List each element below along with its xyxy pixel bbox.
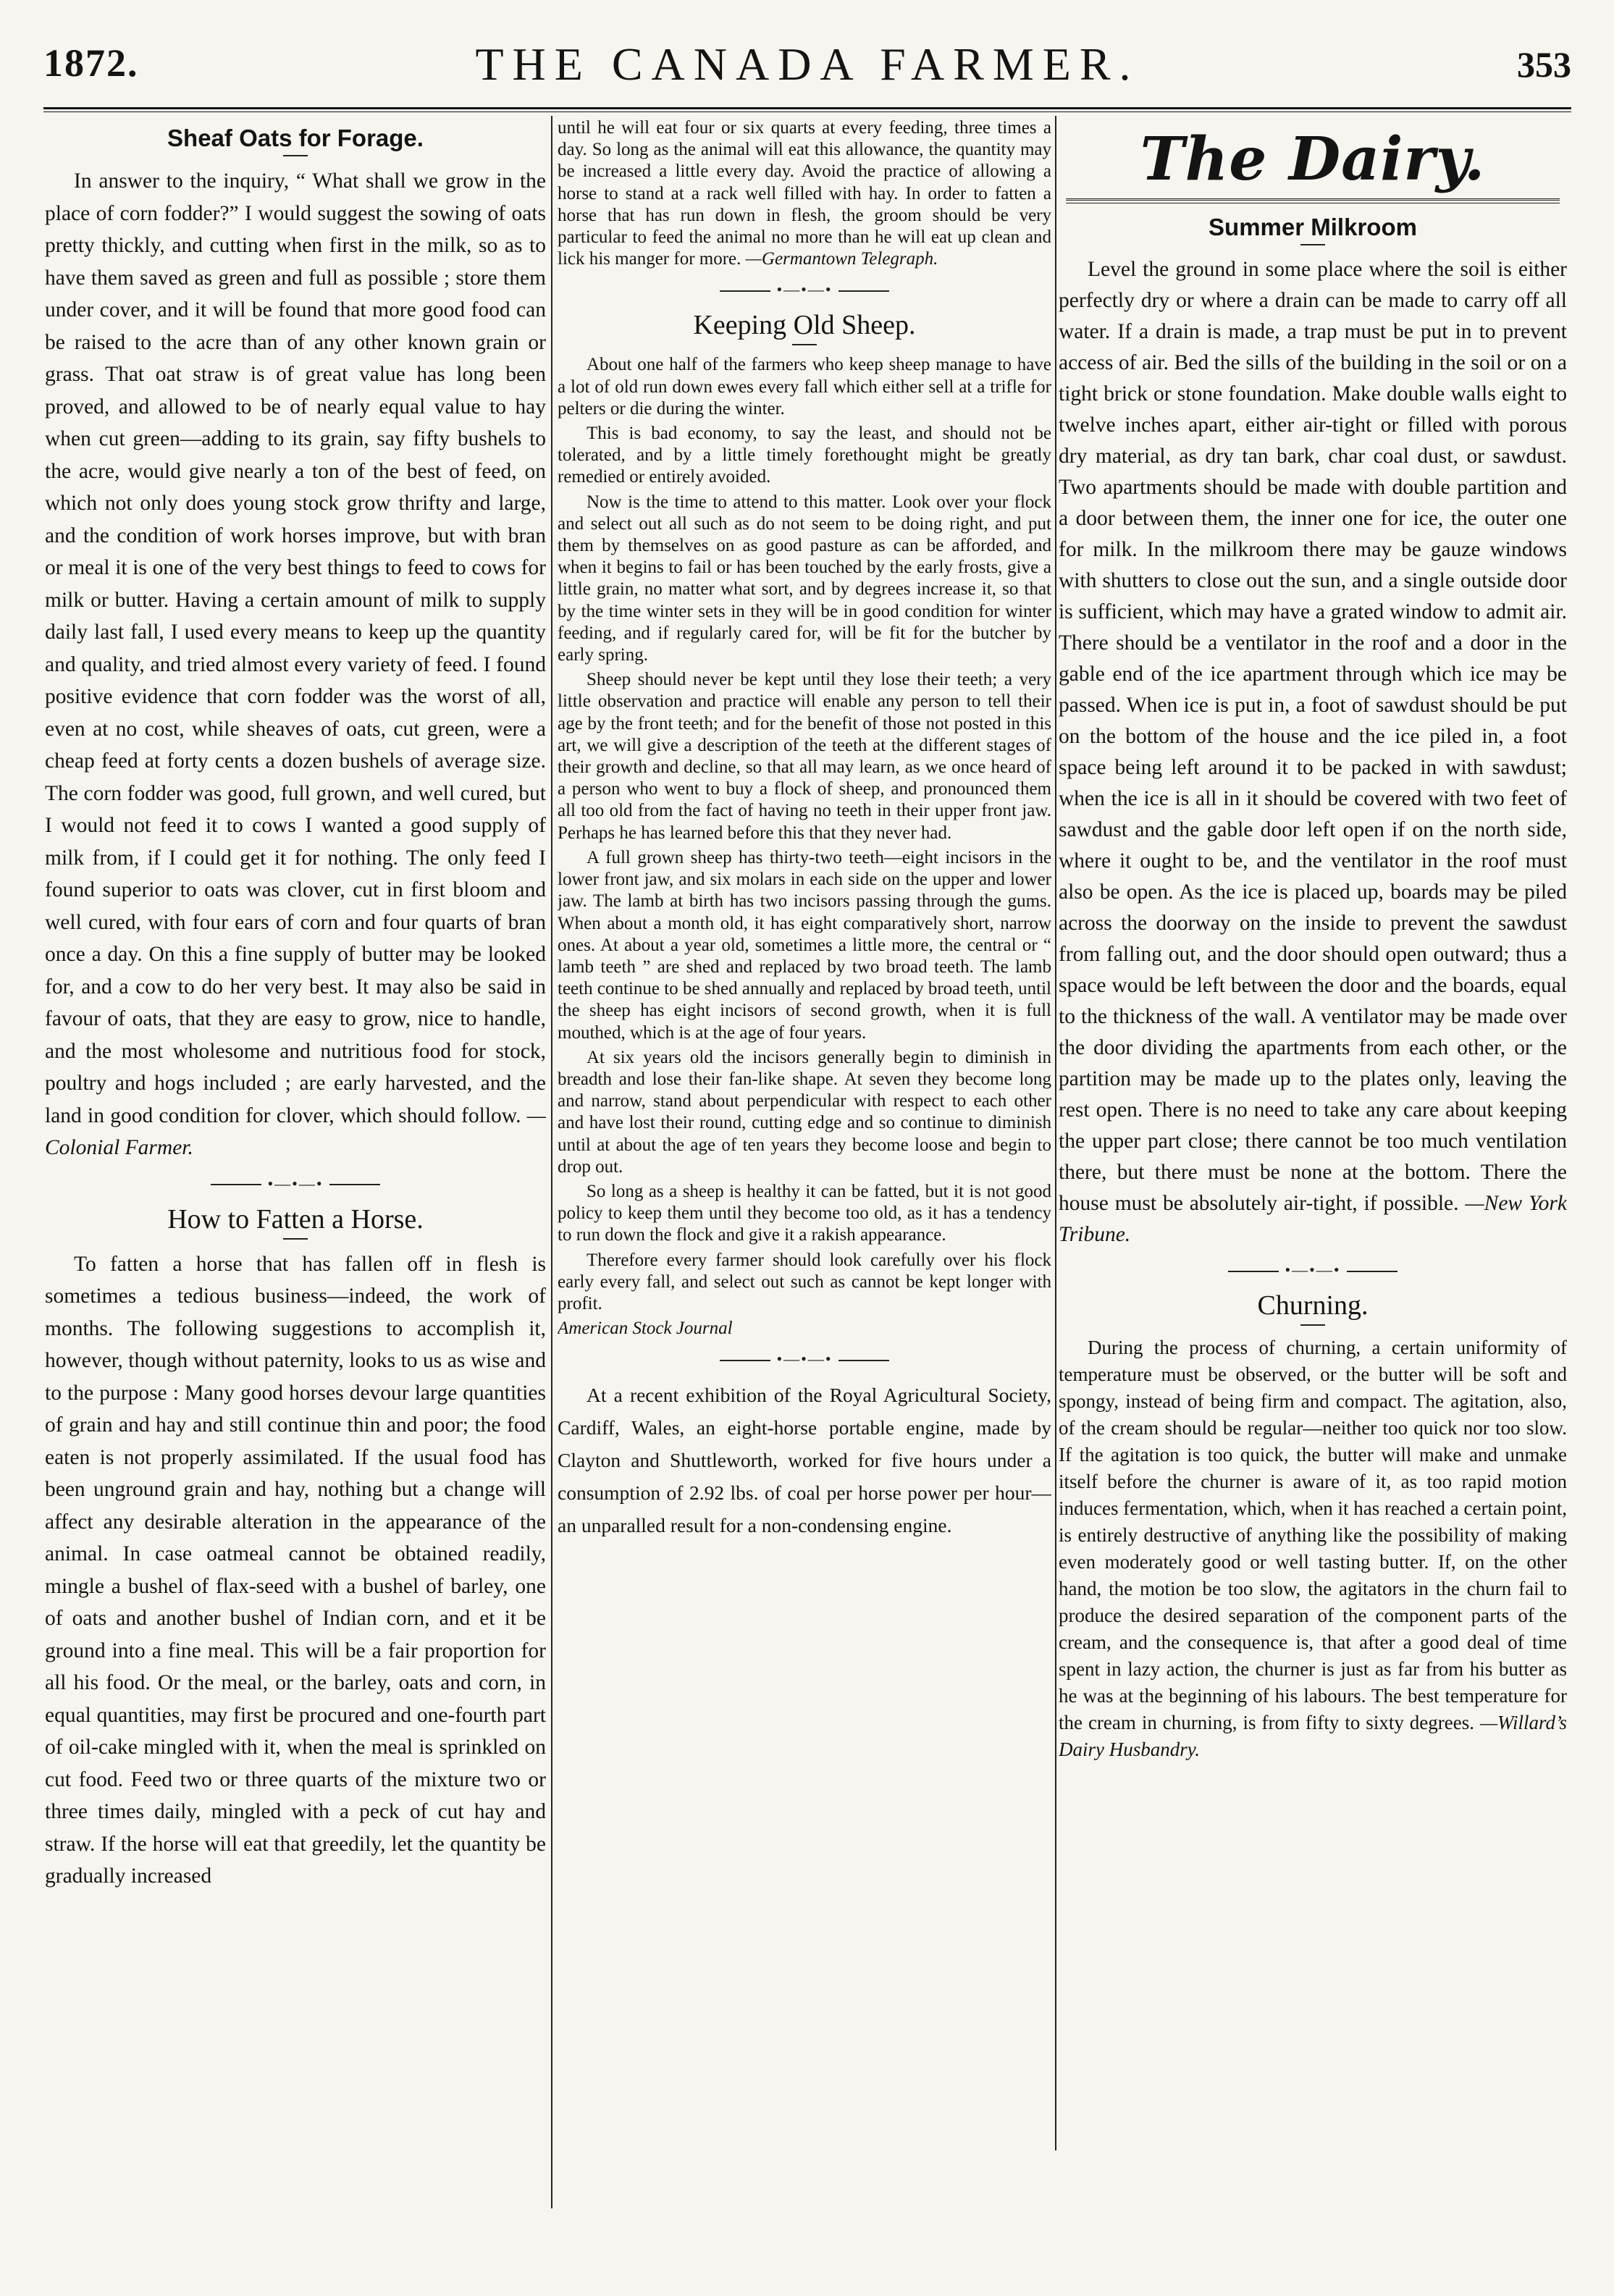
article-paragraph: About one half of the farmers who keep sheep manage to have a lot of old run down ewes every fall which either sell at a trifle for pelters or die during the winter.	[558, 355, 1051, 419]
article-title: How to Fatten a Horse.	[167, 1203, 424, 1235]
article-paragraph: Therefore every farmer should look carefully over his flock early every fall, and select out such as cannot be kept longer with profit.	[558, 1250, 1051, 1313]
column-divider	[1055, 116, 1056, 2150]
masthead-rule	[43, 107, 1571, 112]
title-dash	[283, 1238, 308, 1240]
article-source: —Germantown Telegraph.	[745, 249, 938, 269]
article-summer-milkroom	[1059, 214, 1567, 1250]
article-text: until he will eat four or six quarts at every feeding, three times a day. So long as the animal will eat this allowance, the quantity may be increased a little every day. Avoid the practice of allowing a horse to stand at a rack well filled with hay. In order to fatten a horse that has run down in flesh, the groom should be very particular to feed the animal no more than he will eat up clean and lick his manger for more.	[558, 118, 1051, 269]
department-rule	[1066, 198, 1560, 203]
article-paragraph: So long as a sheep is healthy it can be fatted, but it is not good policy to keep them until they become too old, as it has a tendency to run down the flock and give it a rakish appearance.	[558, 1181, 1051, 1245]
article-churning	[1059, 1290, 1567, 1763]
article-body	[558, 117, 1051, 270]
article-old-sheep	[558, 309, 1051, 1340]
article-fatten-horse	[45, 1203, 546, 1893]
article-paragraph: Now is the time to attend to this matter. Look over your flock and select out all such as do not seem to be doing right, and put them by themselves on as good pasture as can be afforded, and when it begins to fail or has been touched by the early frosts, give a little grain, no matter what sort, and by degrees increase it, so that by the time winter sets in they will be in good condition for winter feeding, and if regularly cared for, will be fit for the butcher by early spring.	[558, 492, 1051, 665]
article-paragraph: This is bad economy, to say the least, and should not be tolerated, and by a little timely forethought might be greatly remedied or entirely avoided.	[558, 424, 1051, 487]
department-title: The Dairy.	[1140, 125, 1486, 194]
article-source: —Willard’s Dairy Husbandry.	[1059, 1712, 1567, 1760]
article-paragraph: Sheep should never be kept until they lose their teeth; a very little observation and practice will enable any person to tell their age by the front teeth; and for the benefit of those not posted in this art, we will give a description of the teeth at the different stages of their growth and decline, so that all may learn, as we once heard of a person who went to buy a flock of sheep, and pronounced them all too old from the fact of having no teeth in their upper front jaw. Perhaps he has learned before this that they never had.	[558, 670, 1051, 843]
article-body	[1059, 1334, 1567, 1763]
title-dash	[1300, 244, 1325, 245]
article-title: Churning.	[1257, 1290, 1369, 1321]
article-body: At a recent exhibition of the Royal Agricultural Society, Cardiff, Wales, an eight-horse portable engine, made by Clayton and Shuttleworth, worked for five hours under a consumption of 2.92 lbs. of coal per horse power per hour—an unparalled result for a non-condensing engine.	[558, 1384, 1051, 1537]
article-title: Summer Milkroom	[1209, 214, 1417, 240]
article-body	[45, 165, 546, 1164]
article-text: During the process of churning, a certain uniformity of temperature must be observed, or the butter will be soft and spongy, instead of being firm and compact. The agitation, also, of the cream should be regular—neither too quick nor too slow. If the agitation is too quick, the butter will make and unmake itself before the churner is aware of it, as too rapid motion induces fermentation, which, when it has reached a certain point, is entirely destructive of anything like the possibility of making even moderately good or well tasting butter. If, on the other hand, the motion be too slow, the agitators in the churn fail to produce the desired separation of the component parts of the cream, and the consequence is, that after a good deal of time spent in lazy action, the churner is just as far from his butter as he was at the beginning of his labours. The best temperature for the cream in churning, is from fifty to sixty degrees.	[1059, 1337, 1567, 1733]
article-body: To fatten a horse that has fallen off in flesh is sometimes a tedious business—indeed, the work of months. The following suggestions to accomplish it, however, though without paternity, looks to us as wise and to the purpose : Many good horses devour large quantities of grain and hay and still continue thin and poor; the food eaten is not properly assimilated. If the usual food has been unground grain and hay, nothing but a change will affect any desirable alteration in the appearance of the animal. In case oatmeal cannot be obtained readily, mingle a bushel of flax-seed with a bushel of barley, one of oats and another bushel of Indian corn, and et it be ground into a fine meal. This will be a fair proportion for all his food. Or the meal, or the barley, oats and corn, in equal quantities, may first be procured and one-fourth part of oil-cake mingled with it, when the meal is sprinkled on cut food. Feed two or three quarts of the mixture two or three times daily, mingled with a peck of cut hay and straw. If the horse will eat that greedily, let the quantity be gradually increased	[45, 1252, 546, 1888]
article-text: In answer to the inquiry, “ What shall we grow in the place of corn fodder?” I would suggest the sowing of oats pretty thickly, and cutting when first in the milk, so as to have them saved as green and full as possible ; store them under cover, and it will be found that more good food can be raised to the acre than of any other known grain or grass. That oat straw is of great value has long been proved, and allowed to be of nearly equal value to hay when cut green—adding to its grain, say fifty bushels to the acre, would give nearly a ton of the best of feed, on which not only does young stock grow thrifty and large, and the condition of work horses improve, but with bran or meal it is one of the very best things to feed to cows for milk or butter. Having a certain amount of milk to supply daily last fall, I used every means to keep up the quantity and quality, and tried almost every variety of feed. I found positive evidence that corn fodder was the worst of all, even at no cost, while sheaves of oats, cut green, were a cheap feed at forty cents a dozen bushels of average size. The corn fodder was good, full grown, and well cured, but I would not feed it to cows I wanted a good supply of milk from, if I could get it for nothing. The only feed I found superior to oats was clover, cut in first bloom and well cured, with four ears of corn and four quarts of bran once a day. On this a fine supply of butter may be looked for, and a cow to do her very best. It may also be said in favour of oats, that they are easy to grow, nice to handle, and the most wholesome and nutritious food for stock, poultry and hogs included ; are early harvested, and the land in good condition for clover, which should follow.	[45, 169, 546, 1127]
column-right	[1059, 117, 1567, 2232]
article-source: —New York Tribune.	[1059, 1192, 1567, 1246]
article-source: —Colonial Farmer.	[45, 1103, 546, 1159]
column-middle	[558, 117, 1051, 2181]
page-number: 353	[1517, 44, 1571, 85]
article-separator: •—•—•	[558, 280, 1051, 299]
article-separator: •—•—•	[45, 1174, 546, 1193]
issue-year: 1872.	[43, 41, 139, 85]
column-left	[45, 117, 546, 2232]
article-separator: •—•—•	[1059, 1261, 1567, 1279]
article-body	[1059, 254, 1567, 1250]
article-text: Level the ground in some place where the soil is either perfectly dry or where a drain can be made to carry off all water. If a drain is made, a trap must be put in to prevent access of air. Bed the sills of the building in the soil or on a tight brick or stone foundation. Make double walls eight to twelve inches apart, either air-tight or filled with porous dry material, as dry tan bark, char coal dust, or sawdust. Two apartments should be made with double partition and a door between them, the inner one for ice, the outer one for milk. In the milkroom there may be gauze windows with shutters to close out the sun, and a single outside door is sufficient, which may have a grated window to admit air. There should be a ventilator in the roof and a door in the gable end of the ice apartment through which ice may be passed. When ice is put in, a foot of sawdust should be put on the bottom of the house and the ice piled in, a foot space being left around it to be packed in with sawdust; when the ice is all in it should be covered with two feet of sawdust and the gable door left open if on the north side, where it ought to be, and the ventilator in the roof must also be open. As the ice is placed up, boards may be piled across the doorway on the inside to prevent the sawdust from falling out, and the door should open outward; thus a space would be left between the door and the boards, equal to the thickness of the wall. A ventilator may be made over the door dividing the apartments from each other, or the partition may be made up to the plates only, leaving the rest open. There is no need to take any care about keeping the upper part close; there cannot be too much ventilation there, but there must be none at the bottom. There the house must be absolutely air-tight, if possible.	[1059, 258, 1567, 1215]
article-paragraph: At six years old the incisors generally begin to diminish in breadth and lose their fan-like shape. At seven they become long and narrow, stand about perpendicular with respect to each other and have lost their round, cutting edge and so continue to diminish until at about the age of ten years they become loose and begin to drop out.	[558, 1047, 1051, 1177]
title-dash	[283, 155, 308, 156]
title-dash	[792, 344, 817, 345]
article-sheaf-oats	[45, 125, 546, 1164]
article-separator: •—•—•	[558, 1350, 1051, 1368]
article-cardiff-engine	[558, 1379, 1051, 1542]
article-paragraph: A full grown sheep has thirty-two teeth—eight incisors in the lower front jaw, and six molars in each side on the upper and lower jaw. The lamb at birth has two incisors passing through the gums. When about a month old, it has eight comparatively short, narrow ones. At about a year old, sometimes a little more, the central or “ lamb teeth ” are shed and replaced by two broad teeth. The lamb teeth continue to be shed annually and replaced by broad teeth, until the sheep has eight incisors of second growth, when it is full mouthed, which is at the age of four years.	[558, 847, 1051, 1043]
article-source: American Stock Journal	[558, 1319, 733, 1339]
column-divider	[551, 116, 552, 2208]
title-dash	[1300, 1324, 1325, 1326]
article-title: Keeping Old Sheep.	[693, 310, 916, 341]
masthead	[43, 36, 1571, 105]
article-fatten-horse-continued	[558, 117, 1051, 270]
article-title: Sheaf Oats for Forage.	[167, 125, 424, 151]
newspaper-title: THE CANADA FARMER.	[475, 38, 1140, 90]
